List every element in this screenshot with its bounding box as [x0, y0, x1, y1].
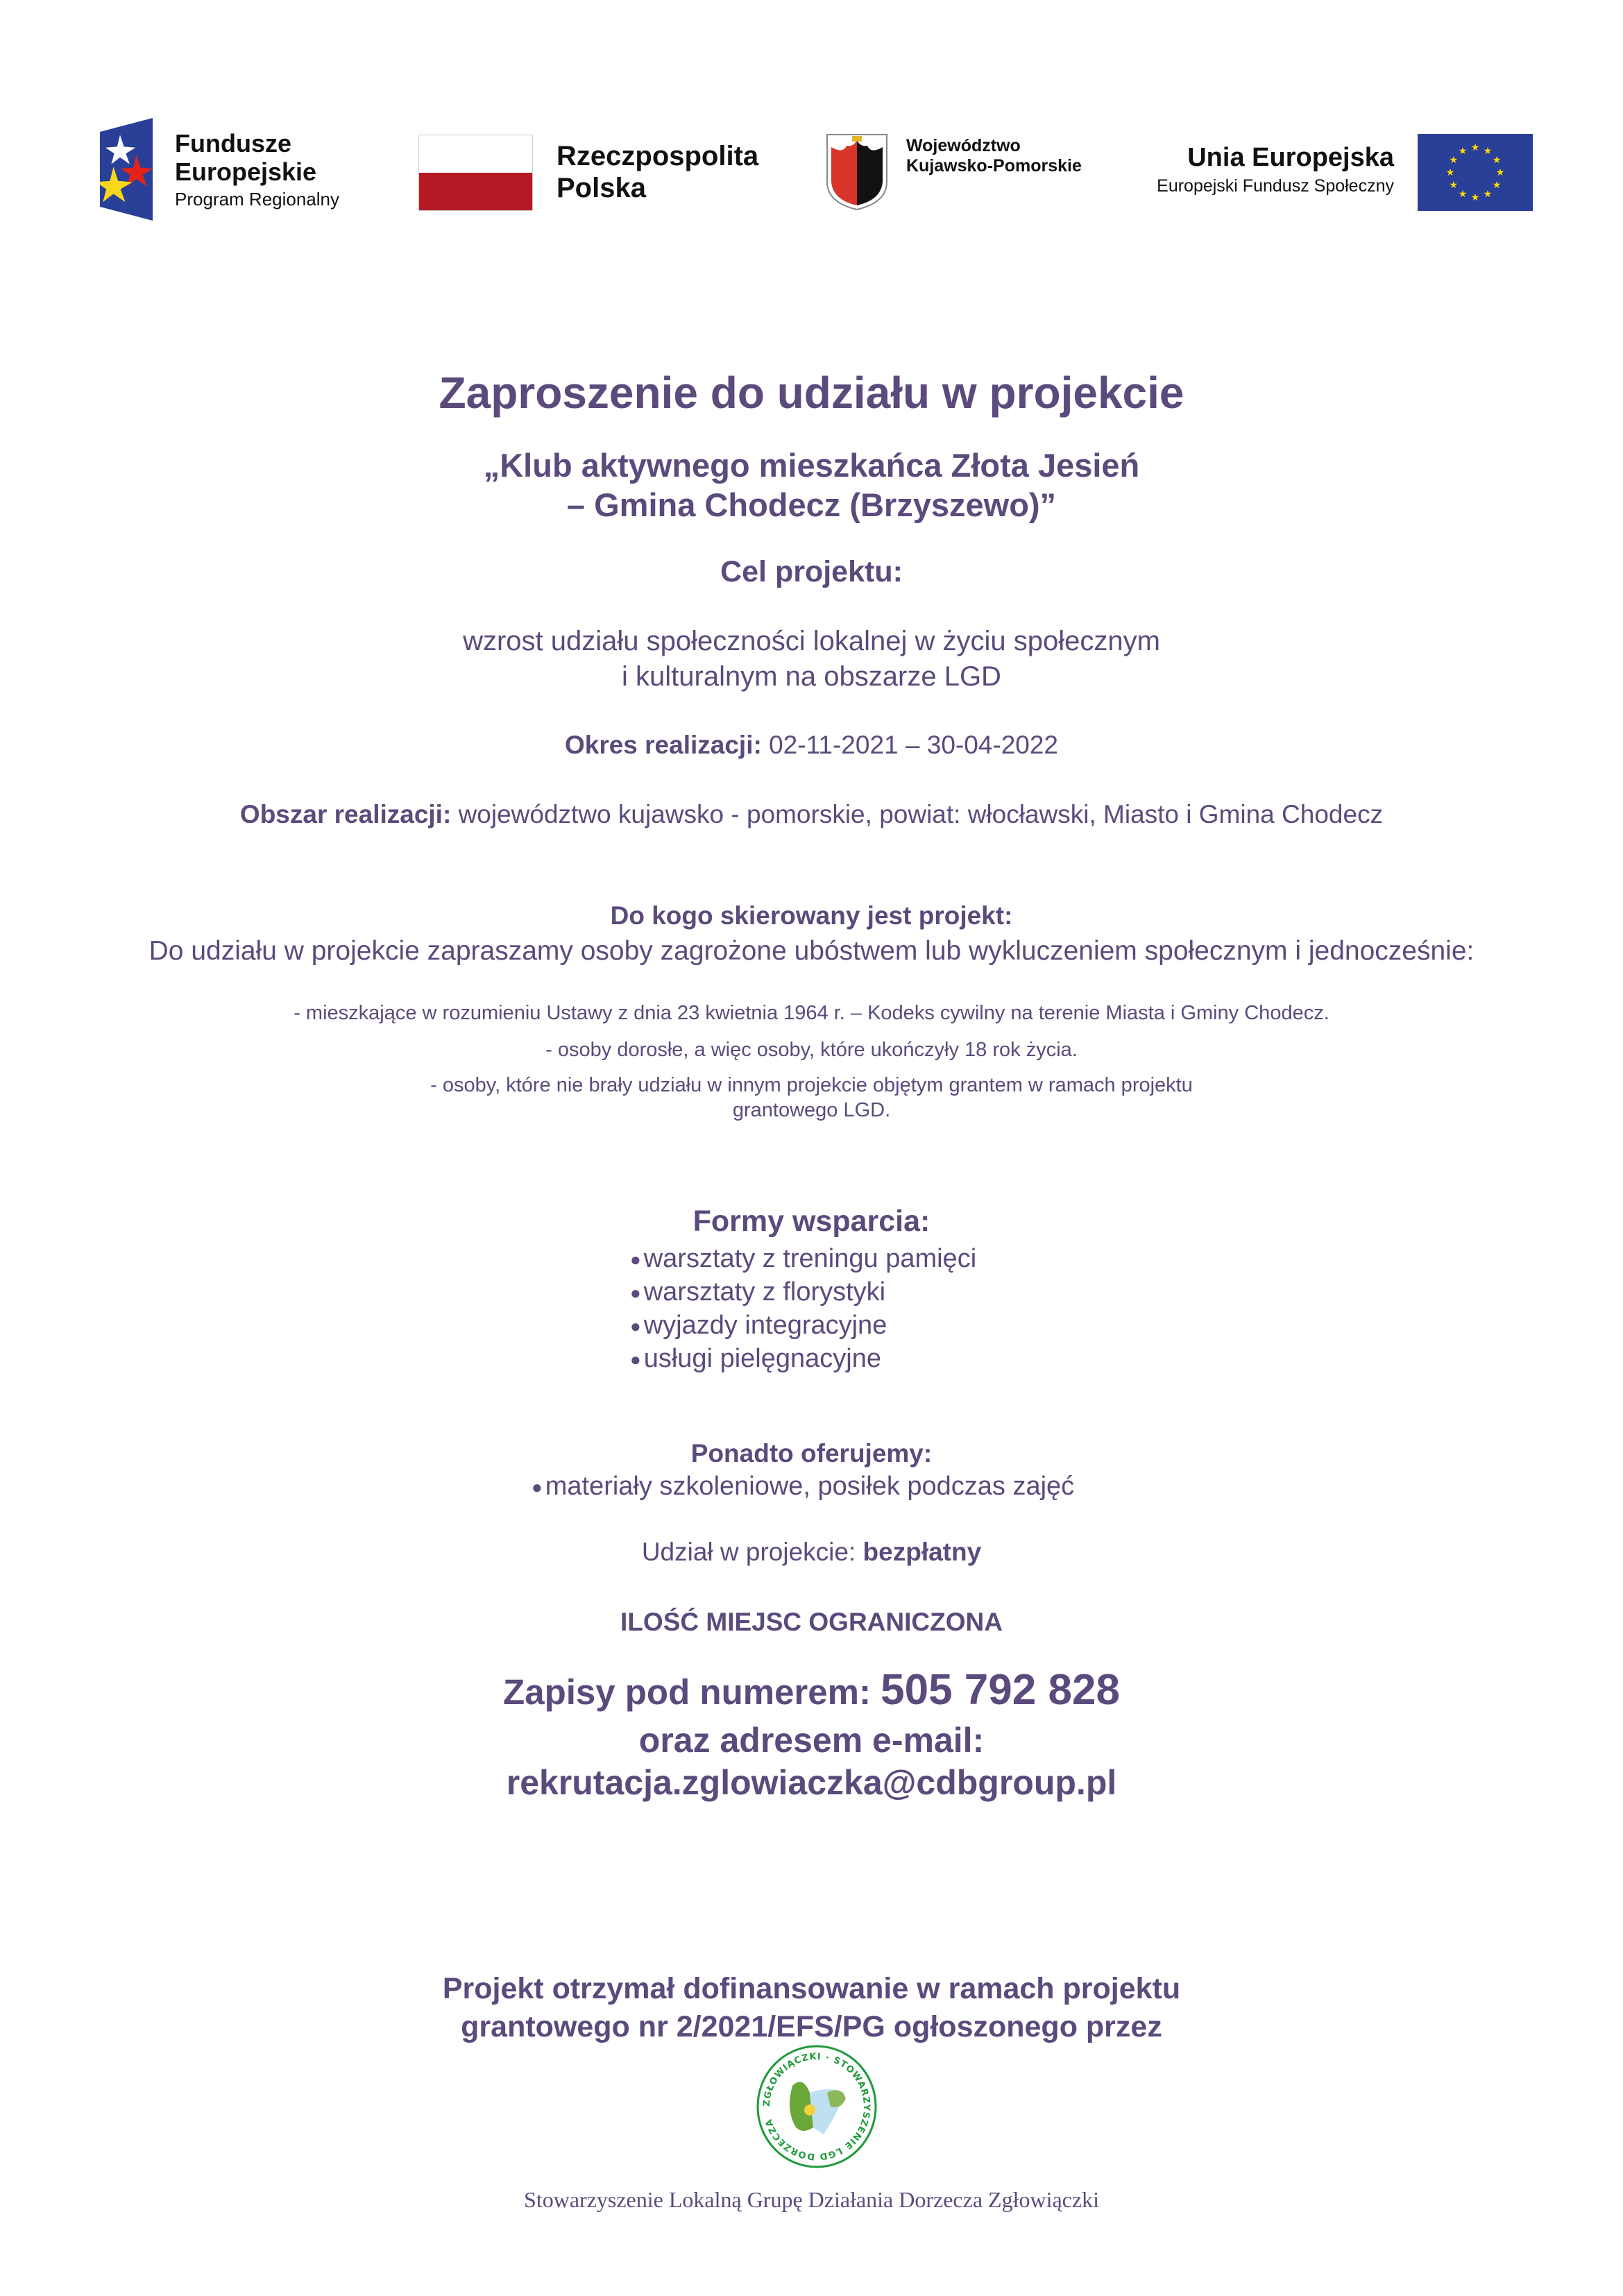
support-item: ● usługi pielęgnacyjne: [630, 1344, 881, 1373]
extra-item-text: materiały szkoleniowe, posiłek podczas zajęć: [545, 1472, 1075, 1501]
support-item: ● warsztaty z treningu pamięci: [630, 1244, 977, 1273]
page-title: Zaproszenie do udziału w projekcie: [439, 368, 1184, 418]
funding-line2: grantowego nr 2/2021/EFS/PG ogłoszonego przez: [461, 2010, 1162, 2043]
ue-logo-text: [1157, 143, 1394, 196]
kp-line1: Województwo: [906, 136, 1021, 155]
polish-flag-icon: [418, 135, 533, 211]
support-item-text: wyjazdy integracyjne: [643, 1311, 887, 1340]
target-intro: Do udziału w projekcie zapraszamy osoby zagrożone ubóstwem lub wykluczeniem społecznym i jednocześnie:: [148, 936, 1475, 966]
participation: [0, 1538, 1623, 1567]
project-name-line1: „Klub aktywnego mieszkańca Złota Jesień: [483, 447, 1140, 484]
email-label: oraz adresem e-mail:: [638, 1721, 985, 1760]
lgd-logo-icon: [754, 2044, 879, 2169]
fe-line2: Europejskie: [175, 158, 317, 187]
eu-star-icon: ★: [1470, 192, 1480, 203]
footer-text: Stowarzyszenie Lokalną Grupę Działania Dorzecza Zgłowiączki: [524, 2187, 1099, 2212]
criterion-1: - mieszkające w rozumieniu Ustawy z dnia 23 kwietnia 1964 r. – Kodeks cywilny na terenie Miasta i Gminy Chodecz.: [294, 1002, 1329, 1024]
period-label: Okres realizacji:: [564, 731, 762, 759]
area-value: województwo kujawsko - pomorskie, powiat: włocławski, Miasto i Gmina Chodecz: [451, 800, 1384, 828]
eu-star-icon: ★: [1449, 155, 1459, 166]
project-name-line2: – Gmina Chodecz (Brzyszewo)”: [566, 486, 1057, 523]
eu-star-icon: ★: [1495, 167, 1505, 178]
goal-line2: i kulturalnym na obszarze LGD: [622, 661, 1001, 692]
funding-line1: Projekt otrzymał dofinansowanie w ramach projektu: [442, 1972, 1181, 2005]
goal-line1: wzrost udziału społeczności lokalnej w życiu społecznym: [463, 626, 1160, 656]
goal-heading: Cel projektu:: [720, 555, 903, 588]
fe-line3: Program Regionalny: [175, 188, 340, 210]
period: [0, 731, 1623, 760]
limited-places: ILOŚĆ MIEJSC OGRANICZONA: [620, 1608, 1003, 1636]
fe-logo-icon: [100, 118, 153, 221]
support-heading: Formy wsparcia:: [692, 1205, 931, 1238]
phone-number[interactable]: 505 792 828: [881, 1666, 1120, 1714]
eu-star-icon: ★: [1483, 145, 1493, 157]
eu-star-icon: ★: [1470, 142, 1480, 153]
extra-item: ● materiały szkoleniowe, posiłek podczas zajęć: [532, 1472, 1075, 1501]
eu-star-icon: ★: [1458, 145, 1468, 157]
ue-line2: Europejski Fundusz Społeczny: [1157, 176, 1394, 196]
fe-line1: Fundusze: [175, 129, 291, 158]
phone-line: [0, 1665, 1623, 1715]
criterion-2: - osoby dorosłe, a więc osoby, które ukończyły 18 rok życia.: [545, 1039, 1078, 1061]
target-heading: Do kogo skierowany jest projekt:: [610, 901, 1013, 930]
rp-line1: Rzeczpospolita: [556, 141, 759, 171]
participation-value: bezpłatny: [863, 1538, 982, 1566]
email-address[interactable]: rekrutacja.zglowiaczka@cdbgroup.pl: [506, 1763, 1117, 1802]
participation-label: Udział w projekcie:: [641, 1538, 863, 1566]
eu-star-icon: ★: [1445, 167, 1455, 178]
area: [0, 800, 1623, 830]
support-item-text: warsztaty z treningu pamięci: [643, 1244, 977, 1273]
eu-star-icon: ★: [1449, 180, 1459, 191]
fe-logo-text: [175, 129, 339, 210]
eu-star-icon: ★: [1492, 180, 1502, 191]
kp-line2: Kujawsko-Pomorskie: [906, 155, 1082, 176]
phone-label: Zapisy pod numerem:: [503, 1672, 881, 1712]
criterion-3-cont: grantowego LGD.: [732, 1099, 891, 1121]
support-item-text: usługi pielęgnacyjne: [643, 1344, 881, 1373]
extra-heading: Ponadto oferujemy:: [690, 1439, 933, 1468]
eu-flag-icon: [1418, 134, 1533, 211]
lgd-logo-text: ZGŁOWIĄCZKI · STOWARZYSZENIE LGD DORZECZA: [761, 2051, 872, 2162]
rp-logo-text: [556, 140, 758, 204]
rp-line2: Polska: [556, 173, 646, 203]
kp-logo-text: [906, 136, 1082, 176]
support-item: ● wyjazdy integracyjne: [630, 1311, 887, 1340]
area-label: Obszar realizacji:: [239, 800, 452, 828]
criterion-3: - osoby, które nie brały udziału w innym projekcie objętym grantem w ramach projektu: [430, 1074, 1193, 1096]
eu-star-icon: ★: [1483, 189, 1493, 201]
eu-star-icon: ★: [1492, 155, 1502, 166]
period-value: 02-11-2021 – 30-04-2022: [761, 731, 1059, 759]
support-item-text: warsztaty z florystyki: [643, 1277, 886, 1307]
ue-line1: Unia Europejska: [1187, 143, 1394, 172]
coat-of-arms-icon: [826, 133, 888, 211]
eu-star-icon: ★: [1458, 189, 1468, 201]
support-item: ● warsztaty z florystyki: [630, 1277, 886, 1307]
